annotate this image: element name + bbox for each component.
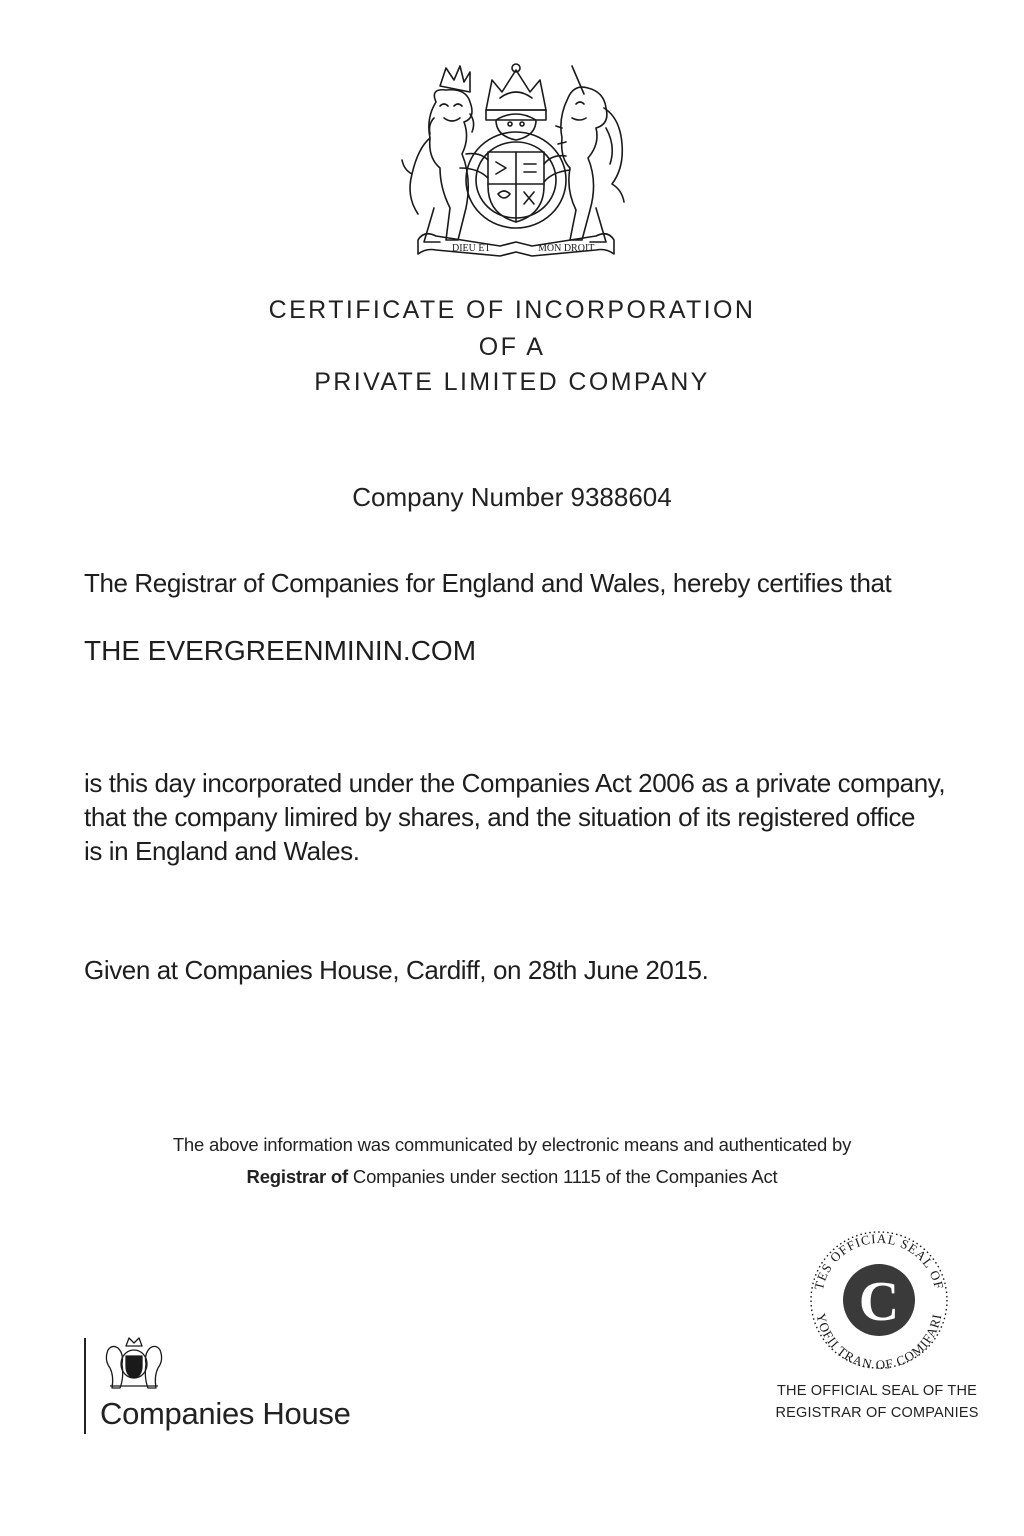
company-name: THE EVERGREENMININ.COM [84, 635, 477, 666]
crest-motto-left: DIEU ET [452, 243, 491, 254]
company-number [0, 482, 1024, 513]
incorporation-line2: that the company limired by shares, and the situation of its registered office [84, 802, 916, 832]
authentication-note-rest: Companies under section 1115 of the Companies Act [352, 1166, 778, 1187]
incorporation-statement [84, 766, 964, 868]
company-number-value: 9388604 [570, 482, 672, 512]
incorporation-line3: is in England and Wales. [84, 836, 360, 866]
authentication-note-line1: The above information was communicated by electronic means and authenticated by [172, 1134, 852, 1155]
seal-ring-top: TES OFFICIAL SEAL OF [810, 1230, 948, 1292]
authentication-note-line2 [0, 1162, 1024, 1192]
crest-motto-right: MON DROIT [538, 243, 595, 254]
given-place-date: Cardiff, on 28th June 2015. [406, 955, 709, 985]
certificate-title-line3: PRIVATE LIMITED COMPANY [314, 368, 710, 396]
given-prefix: Given at Companies House, [84, 955, 400, 985]
logo-divider [84, 1338, 86, 1434]
companies-house-logo [84, 1336, 404, 1436]
given-statement [84, 953, 964, 987]
seal-letter: C [858, 1271, 900, 1333]
seal-caption-line2: REGISTRAR OF COMPANIES [775, 1405, 979, 1421]
seal-caption-line1: THE OFFICIAL SEAL OF THE [776, 1383, 978, 1399]
certificate-title-line2: OF A [478, 333, 546, 361]
official-seal-icon [790, 1216, 968, 1376]
incorporation-line1: is this day incorporated under the Companies Act 2006 as a private company, [84, 768, 946, 798]
authentication-note-bold: Registrar of [246, 1166, 348, 1187]
seal-ring-bottom: YOFII TRAN OF COMIFARI [813, 1311, 945, 1373]
companies-house-name: Companies House [100, 1396, 351, 1431]
companies-house-crest-icon [102, 1336, 166, 1392]
company-number-label: Company Number [352, 482, 564, 512]
registrar-statement: The Registrar of Companies for England and Wales, hereby certifies that [84, 568, 892, 598]
royal-coat-of-arms-icon [400, 58, 632, 258]
certificate-title-line1: CERTIFICATE OF INCORPORATION [268, 296, 756, 324]
